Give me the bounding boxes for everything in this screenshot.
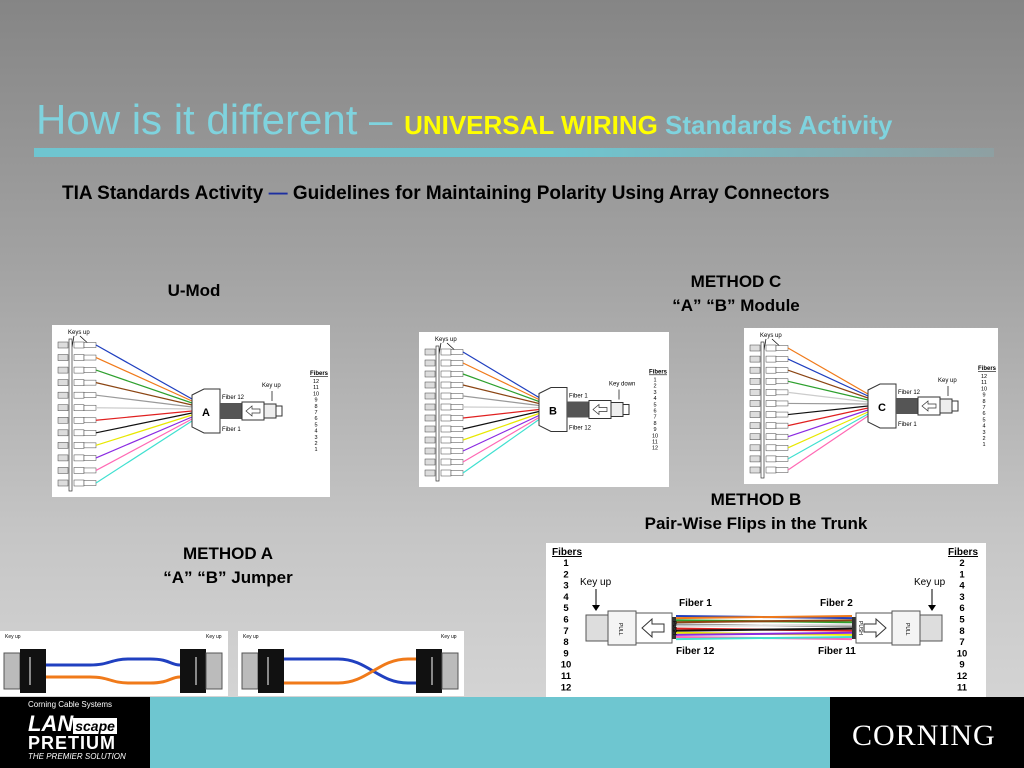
trunk-label-fiber12: Fiber 12	[676, 646, 715, 657]
lc-connector	[766, 356, 776, 362]
lc-boot	[451, 350, 463, 355]
title-rest: Standards Activity	[657, 110, 893, 140]
jumper2-key-up-right: Key up	[441, 634, 457, 640]
lc-boot	[776, 468, 788, 473]
fiber-number: 10	[651, 433, 659, 440]
fiber-number: 11	[313, 385, 319, 392]
adapter-block	[425, 437, 435, 443]
lc-boot	[84, 368, 96, 373]
lc-boot	[451, 372, 463, 377]
fiber-number: 3	[982, 429, 986, 436]
lc-boot	[84, 405, 96, 410]
fiber-number: 10	[312, 391, 320, 398]
jumper1-fiber-orange	[46, 677, 180, 683]
lc-boot	[451, 361, 463, 366]
corning-logo	[830, 697, 1024, 768]
trunk-fiber-number-right: 8	[959, 625, 965, 637]
lc-connector	[766, 412, 776, 418]
lc-connector	[766, 445, 776, 451]
fiber-number: 1	[982, 442, 986, 449]
trunk-fibers-left-title: Fibers	[552, 547, 583, 558]
lc-connector	[74, 405, 84, 411]
lc-boot	[776, 412, 788, 417]
lc-boot	[84, 468, 96, 473]
subtitle-dash: —	[268, 183, 288, 204]
trunk-fiber-number-right: 5	[959, 614, 965, 626]
lc-connector	[441, 448, 451, 454]
fiber-number: 9	[314, 397, 318, 404]
lc-connector	[74, 455, 84, 461]
trunk-fiber-number-right: 2	[959, 558, 965, 569]
fiber-number: 7	[653, 414, 657, 421]
trunk-fibers-right-title: Fibers	[948, 547, 979, 558]
lc-connector	[766, 423, 776, 429]
fiber-number: 6	[653, 408, 657, 415]
lc-boot	[776, 357, 788, 362]
adapter-block	[750, 412, 760, 418]
trunk-fiber-number-right: 3	[959, 591, 965, 603]
fiber-number: 12	[980, 374, 988, 380]
fiber-number: 5	[982, 417, 986, 424]
lc-connector	[766, 378, 776, 384]
lc-boot	[776, 456, 788, 461]
trunk-label-fiber1: Fiber 1	[679, 598, 712, 609]
trunk-fiber-number-right: 7	[959, 637, 965, 649]
fiber-number: 5	[653, 402, 657, 409]
pull-label-right: PULL	[904, 623, 910, 636]
lc-connector	[441, 382, 451, 388]
diagram-method-b-module	[419, 332, 669, 487]
fiber-number: 1	[314, 447, 318, 454]
trunk-fiber-number-right: 1	[959, 569, 965, 581]
fan-fiber	[788, 403, 868, 404]
label-method-c-line1: METHOD C	[690, 272, 782, 291]
title-main: How is it different –	[36, 96, 405, 143]
trunk-fiber-number-right: 6	[959, 603, 965, 615]
push-label-left: PUSH	[671, 621, 677, 635]
adapter-block	[425, 393, 435, 399]
trunk-connector-left	[586, 611, 676, 645]
trunk-fiber-number-left: 8	[563, 637, 569, 649]
corning-logo-text: CORNING	[852, 719, 996, 752]
adapter-block	[425, 404, 435, 410]
fan-fiber	[463, 407, 539, 408]
fiber-number: 12	[651, 445, 659, 452]
lc-connector	[441, 393, 451, 399]
trunk-fiber-number-left: 2	[563, 569, 569, 581]
lc-connector	[441, 349, 451, 355]
adapter-block	[425, 360, 435, 366]
fan-fiber	[463, 352, 539, 398]
trunk-fiber-number-left: 3	[563, 580, 569, 592]
adapter-block	[58, 467, 68, 473]
lc-boot	[84, 481, 96, 486]
trunk-stub	[220, 403, 242, 419]
trunk-key-up-right: Key up	[914, 577, 946, 588]
fibers-list-title: Fibers	[649, 369, 668, 376]
title-underline	[34, 148, 994, 157]
key-label: Key down	[609, 381, 636, 388]
trunk-fiber-number-left: 1	[563, 558, 569, 569]
adapter-block	[58, 355, 68, 361]
fiber-number: 7	[982, 405, 986, 411]
trunk-svg	[546, 543, 986, 698]
fiber-number: 11	[652, 439, 658, 446]
fiber-number: 5	[314, 422, 318, 429]
module-label: C	[878, 402, 886, 414]
fiber-number: 6	[314, 416, 318, 423]
lc-connector	[766, 367, 776, 373]
lc-connector	[441, 437, 451, 443]
fiber-number: 11	[981, 380, 987, 387]
logo-line4: THE PREMIER SOLUTION	[28, 752, 126, 761]
fiber-number: 8	[314, 403, 318, 410]
adapter-block	[425, 371, 435, 377]
trunk-fiber-number-left: 5	[563, 603, 569, 615]
adapter-block	[750, 356, 760, 362]
fan-fiber	[788, 414, 868, 459]
trunk-fiber-number-left: 6	[563, 614, 569, 626]
keys-up-label: Keys up	[435, 337, 457, 343]
logo-scape: scape	[75, 718, 115, 734]
jumper1-boot-left	[20, 649, 46, 693]
lc-connector	[441, 426, 451, 432]
lc-connector	[441, 360, 451, 366]
patch-panel-rail	[436, 346, 439, 481]
label-method-b	[606, 488, 906, 536]
lc-boot	[84, 418, 96, 423]
label-method-a-line2: “A” “B” Jumper	[163, 568, 293, 587]
lc-boot	[451, 427, 463, 432]
diagram-c-svg	[744, 328, 998, 484]
logo-line1: Corning Cable Systems	[28, 700, 113, 709]
trunk-key-up-left: Key up	[580, 577, 612, 588]
pull-label-left: PULL	[617, 623, 623, 636]
fibers-list-title: Fibers	[310, 371, 329, 377]
patch-panel-rail	[761, 342, 764, 478]
lc-connector	[74, 367, 84, 373]
lc-connector	[74, 467, 84, 473]
adapter-block	[425, 470, 435, 476]
trunk-fiber-list-left	[561, 558, 572, 693]
lc-connector	[74, 442, 84, 448]
jumper1-key-up-right: Key up	[206, 634, 222, 640]
trunk-fiber-bundle	[676, 616, 852, 639]
lc-connector	[441, 415, 451, 421]
fiber-label-bottom: Fiber 1	[898, 422, 917, 428]
title-highlight: UNIVERSAL WIRING	[404, 110, 658, 140]
lc-boot	[84, 443, 96, 448]
adapter-block	[750, 434, 760, 440]
lc-boot	[84, 380, 96, 385]
logo-lan: LAN	[28, 711, 74, 736]
trunk-fiber-number-left: 7	[563, 625, 569, 637]
adapter-block	[58, 455, 68, 461]
fiber-label-bottom: Fiber 1	[222, 427, 241, 433]
adapter-block	[425, 349, 435, 355]
lc-boot	[451, 471, 463, 476]
jumper2-plug-left	[242, 653, 258, 689]
adapter-block	[58, 342, 68, 348]
mpo-ferrule	[940, 399, 952, 413]
subtitle	[62, 183, 830, 205]
jumper1-key-up-left: Key up	[5, 634, 21, 640]
fan-fiber	[96, 358, 192, 401]
mpo-ferrule	[264, 404, 276, 418]
fiber-number: 6	[982, 411, 986, 418]
lc-connector	[74, 392, 84, 398]
fiber-number: 7	[314, 410, 318, 416]
lc-connector	[766, 456, 776, 462]
adapter-block	[425, 426, 435, 432]
lc-boot	[451, 416, 463, 421]
label-method-b-line1: METHOD B	[710, 490, 802, 509]
lc-boot	[84, 393, 96, 398]
label-method-c-line2: “A” “B” Module	[672, 296, 800, 315]
diagram-method-c	[744, 328, 998, 484]
fiber-number: 9	[653, 427, 657, 434]
lc-boot	[451, 460, 463, 465]
trunk-connector-right	[852, 611, 942, 645]
fiber-number: 4	[653, 396, 657, 403]
fan-fiber	[96, 345, 192, 399]
trunk-key-arrowhead-left	[592, 605, 600, 611]
lc-connector	[74, 380, 84, 386]
subtitle-left: TIA Standards Activity	[62, 183, 269, 204]
lc-connector	[441, 404, 451, 410]
lc-boot	[776, 390, 788, 395]
trunk-label-fiber2: Fiber 2	[820, 598, 853, 609]
lc-connector	[74, 417, 84, 423]
trunk-label-fiber11: Fiber 11	[818, 646, 856, 657]
trunk-fiber-number-left: 9	[563, 648, 569, 660]
fibers-list-title: Fibers	[978, 366, 997, 372]
lc-boot	[776, 346, 788, 351]
jumper2-plug-right	[442, 653, 458, 689]
fan-fiber	[96, 419, 192, 470]
adapter-block	[58, 417, 68, 423]
trunk-fiber-number-right: 10	[956, 648, 968, 660]
adapter-block	[750, 367, 760, 373]
mpo-tip	[952, 401, 958, 411]
logo-line3: PRETIUM	[28, 733, 116, 753]
module-label: A	[202, 407, 210, 419]
adapter-block	[425, 382, 435, 388]
lc-connector	[74, 355, 84, 361]
jumper1-plug-right	[206, 653, 222, 689]
fiber-number: 12	[312, 379, 320, 385]
keys-up-label: Keys up	[760, 333, 782, 339]
lanscape-pretium-logo	[0, 697, 150, 768]
adapter-block	[750, 378, 760, 384]
fan-fiber	[96, 408, 192, 409]
diagram-trunk	[546, 543, 986, 698]
jumper1-fiber-blue	[46, 659, 180, 665]
lc-connector	[74, 342, 84, 348]
trunk-fiber-number-right: 11	[956, 682, 968, 694]
adapter-block	[425, 448, 435, 454]
lc-boot	[776, 401, 788, 406]
lc-connector	[766, 434, 776, 440]
fiber-number: 2	[653, 383, 657, 390]
mpo-ferrule	[611, 403, 623, 417]
fiber-number: 10	[980, 386, 988, 393]
fiber-number: 1	[653, 377, 657, 384]
label-method-b-line2: Pair-Wise Flips in the Trunk	[644, 514, 868, 533]
fiber-number: 4	[982, 423, 986, 430]
adapter-block	[425, 415, 435, 421]
trunk-stub	[567, 402, 589, 418]
lc-boot	[776, 368, 788, 373]
fiber-number: 2	[982, 436, 986, 442]
jumper-2-svg	[238, 631, 464, 696]
label-method-c	[636, 270, 836, 318]
trunk-stub	[896, 398, 918, 414]
trunk-fiber-number-right: 9	[959, 659, 965, 671]
adapter-block	[58, 380, 68, 386]
lc-boot	[84, 430, 96, 435]
lc-boot	[451, 449, 463, 454]
key-label: Key up	[938, 378, 957, 384]
adapter-block	[750, 389, 760, 395]
trunk-fiber-number-left: 11	[560, 671, 572, 682]
lc-boot	[776, 423, 788, 428]
adapter-block	[58, 442, 68, 448]
adapter-block	[750, 345, 760, 351]
adapter-block	[425, 459, 435, 465]
jumper-panel-2	[238, 631, 464, 696]
adapter-block	[58, 405, 68, 411]
adapter-block	[58, 367, 68, 373]
fiber-label-top: Fiber 1	[569, 393, 588, 400]
footer-band	[150, 697, 830, 768]
lc-boot	[776, 445, 788, 450]
adapter-block	[750, 423, 760, 429]
lc-boot	[84, 455, 96, 460]
adapter-block	[750, 456, 760, 462]
trunk-fiber-number-left: 10	[560, 659, 572, 671]
lc-connector	[441, 459, 451, 465]
fiber-number: 3	[653, 389, 657, 396]
lc-connector	[766, 400, 776, 406]
adapter-block	[750, 445, 760, 451]
fiber-number: 3	[314, 434, 318, 441]
fiber-label-top: Fiber 12	[898, 390, 921, 396]
trunk-fiber-number-right: 4	[959, 580, 965, 592]
jumper2-fiber-blue	[284, 659, 416, 683]
lc-connector	[766, 345, 776, 351]
lc-boot	[776, 434, 788, 439]
lc-connector	[766, 389, 776, 395]
label-umod: U-Mod	[167, 281, 221, 300]
fiber-label-bottom: Fiber 12	[569, 425, 592, 432]
diagram-umod	[52, 325, 330, 497]
jumper-panel-1	[0, 631, 228, 696]
lc-connector	[441, 371, 451, 377]
adapter-block	[58, 392, 68, 398]
lc-boot	[451, 394, 463, 399]
fan-fiber	[788, 348, 868, 394]
diagram-b-svg	[419, 332, 669, 487]
trunk-fiber-list-right	[957, 558, 968, 693]
lc-connector	[766, 467, 776, 473]
lc-boot	[451, 405, 463, 410]
fan-fiber	[463, 418, 539, 463]
label-method-a	[128, 542, 328, 590]
key-label: Key up	[262, 383, 281, 389]
jumper2-boot-right	[416, 649, 442, 693]
subtitle-right: Guidelines for Maintaining Polarity Using Array Connectors	[287, 183, 830, 204]
adapter-block	[58, 480, 68, 486]
fiber-label-top: Fiber 12	[222, 395, 245, 401]
jumper1-boot-right	[180, 649, 206, 693]
page-title	[36, 96, 892, 144]
adapter-block	[58, 430, 68, 436]
lc-boot	[451, 383, 463, 388]
fiber-number: 2	[314, 441, 318, 447]
fiber-number: 9	[982, 392, 986, 399]
lc-boot	[776, 379, 788, 384]
jumper1-plug-left	[4, 653, 20, 689]
lc-boot	[84, 355, 96, 360]
fiber-number: 8	[653, 420, 657, 427]
adapter-block	[750, 467, 760, 473]
fiber-number: 8	[982, 398, 986, 405]
lc-boot	[451, 438, 463, 443]
jumper2-fiber-orange	[284, 659, 416, 683]
mpo-tip	[623, 405, 629, 415]
fiber-number: 4	[314, 428, 318, 435]
patch-panel-rail	[69, 339, 72, 491]
lc-connector	[441, 470, 451, 476]
mpo-tip	[276, 406, 282, 416]
trunk-fiber-number-left: 12	[560, 682, 572, 694]
diagram-umod-svg	[52, 325, 330, 497]
lc-connector	[74, 430, 84, 436]
label-method-a-line1: METHOD A	[182, 544, 274, 563]
jumper-1-svg	[0, 631, 228, 696]
lc-boot	[84, 343, 96, 348]
lc-connector	[74, 480, 84, 486]
trunk-key-arrowhead-right	[928, 605, 936, 611]
trunk-fiber-number-left: 4	[563, 591, 569, 603]
keys-up-label: Keys up	[68, 330, 90, 336]
module-label: B	[549, 405, 557, 418]
jumper2-key-up-left: Key up	[243, 634, 259, 640]
jumper2-boot-left	[258, 649, 284, 693]
trunk-fiber-number-right: 12	[956, 671, 968, 682]
push-label-right: PUSH	[857, 621, 863, 635]
adapter-block	[750, 400, 760, 406]
